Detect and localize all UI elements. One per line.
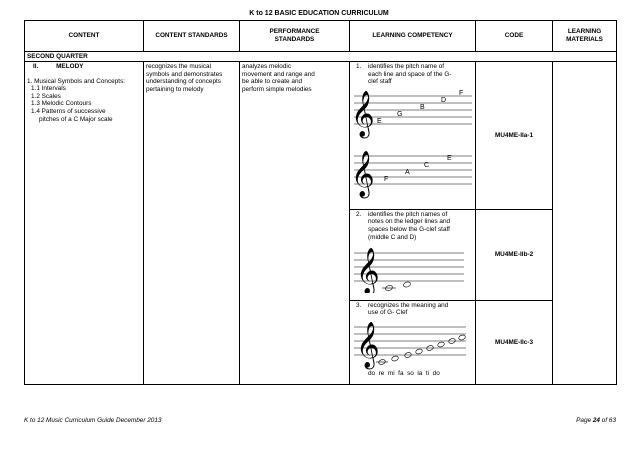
footer-guide-title: K to 12 Music Curriculum Guide December 2013: [24, 417, 162, 424]
content-standard-line: pertaining to melody: [146, 85, 204, 93]
staff-label: F: [459, 89, 464, 97]
learning-materials-cell: [553, 62, 617, 385]
c-major-scale-figure: [352, 317, 474, 379]
competency-cell-2: [350, 209, 476, 300]
header-row: [25, 21, 617, 52]
content-cell: [25, 62, 144, 385]
content-standard-line: recognizes the musical: [146, 63, 212, 70]
competency-line: use of G- Clef: [368, 309, 408, 317]
footer-page-word: Page: [576, 417, 592, 424]
code-cell-3: MU4ME-IIc-3: [476, 300, 553, 384]
competency-number: 2.: [356, 210, 362, 218]
performance-standard-line: movement and range and: [242, 70, 315, 78]
staff-label: E: [447, 154, 452, 162]
competency-line: notes on the ledger lines and: [368, 218, 451, 226]
staff-label: F: [384, 175, 389, 183]
competency-line: (middle C and D): [368, 233, 417, 241]
content-item-continued: pitches of a C Major scale: [39, 115, 113, 123]
content-standard-line: symbols and demonstrates: [146, 70, 223, 78]
curriculum-table: [24, 20, 617, 385]
performance-standard-line: analyzes melodic: [242, 63, 292, 70]
melody-roman: II.: [33, 63, 39, 70]
content-line-1: 1. Musical Symbols and Concepts:: [27, 77, 126, 85]
staff-label: D: [441, 96, 447, 104]
competency-line: recognizes the meaning and: [368, 301, 449, 309]
code-cell-2: MU4ME-IIb-2: [476, 209, 553, 300]
competency-cell-3: [350, 300, 476, 384]
melody-heading: [27, 63, 141, 71]
header-learning-materials: [553, 21, 617, 52]
melody-title: MELODY: [56, 63, 84, 70]
competency-line: spaces below the G-clef staff: [368, 225, 450, 233]
header-materials-line1: LEARNING: [567, 28, 602, 35]
content-item: 1.4 Patterns of successive: [31, 107, 106, 115]
performance-standard-cell: [240, 62, 350, 385]
footer-page-total: 63: [608, 417, 616, 424]
competency-text: [368, 302, 448, 317]
quarter-label: SECOND QUARTER: [25, 52, 617, 62]
competency-line: identifies the pitch name of: [368, 63, 445, 70]
competency-1: [352, 63, 473, 86]
header-learning-competency: LEARNING COMPETENCY: [350, 21, 476, 52]
footer-page-current: 24: [592, 417, 600, 424]
staff-label: G: [397, 110, 403, 118]
staff-label: E: [377, 117, 382, 125]
competency-number: 1.: [356, 63, 362, 70]
code-cell-1: MU4ME-IIa-1: [476, 62, 553, 210]
competency-2: [352, 211, 473, 241]
header-performance-standards: [240, 21, 350, 52]
g-clef-icon: 𝄞: [356, 249, 380, 294]
competency-cell-1: [350, 62, 476, 210]
header-performance-line2: STANDARDS: [274, 36, 315, 43]
header-content-standards: CONTENT STANDARDS: [144, 21, 240, 52]
staff-label: C: [424, 161, 430, 169]
header-materials-line2: MATERIALS: [566, 36, 603, 43]
competency-row-1: [25, 62, 617, 210]
content-item: 1.2 Scales: [31, 92, 61, 100]
staff-label: B: [420, 103, 425, 111]
ledger-notes-figure: [352, 241, 474, 293]
footer-page-number: [576, 417, 616, 424]
quarter-row: [25, 52, 617, 62]
content-item: 1.1 Intervals: [31, 85, 66, 93]
document-title: K to 12 BASIC EDUCATION CURRICULUM: [249, 10, 389, 17]
header-code: CODE: [476, 21, 553, 52]
g-clef-icon: 𝄞: [352, 151, 375, 196]
competency-line: clef staff: [368, 78, 392, 86]
header-performance-line1: PERFORMANCE: [269, 28, 320, 35]
g-clef-icon: 𝄞: [352, 91, 375, 136]
competency-line: each line and space of the G-: [368, 70, 452, 78]
competency-text: [368, 63, 452, 86]
competency-text: [368, 211, 450, 241]
g-clef-icon: 𝄞: [356, 322, 380, 367]
content-standard-line: understanding of concepts: [146, 78, 221, 86]
performance-standard-line: be able to create and: [242, 78, 303, 86]
performance-standard-line: perform simple melodies: [242, 85, 312, 93]
content-item: 1.3 Melodic Contours: [31, 100, 92, 108]
competency-line: identifies the pitch names of: [368, 210, 448, 218]
footer-of-word: of: [601, 417, 608, 424]
staff-label: A: [405, 168, 410, 176]
solfege-syllables: do re mi fa so la ti do: [368, 369, 440, 377]
competency-3: [352, 302, 473, 317]
content-standard-cell: [144, 62, 240, 385]
header-content: CONTENT: [25, 21, 144, 52]
competency-number: 3.: [356, 301, 362, 309]
treble-staff-lines-figure: [352, 86, 474, 206]
